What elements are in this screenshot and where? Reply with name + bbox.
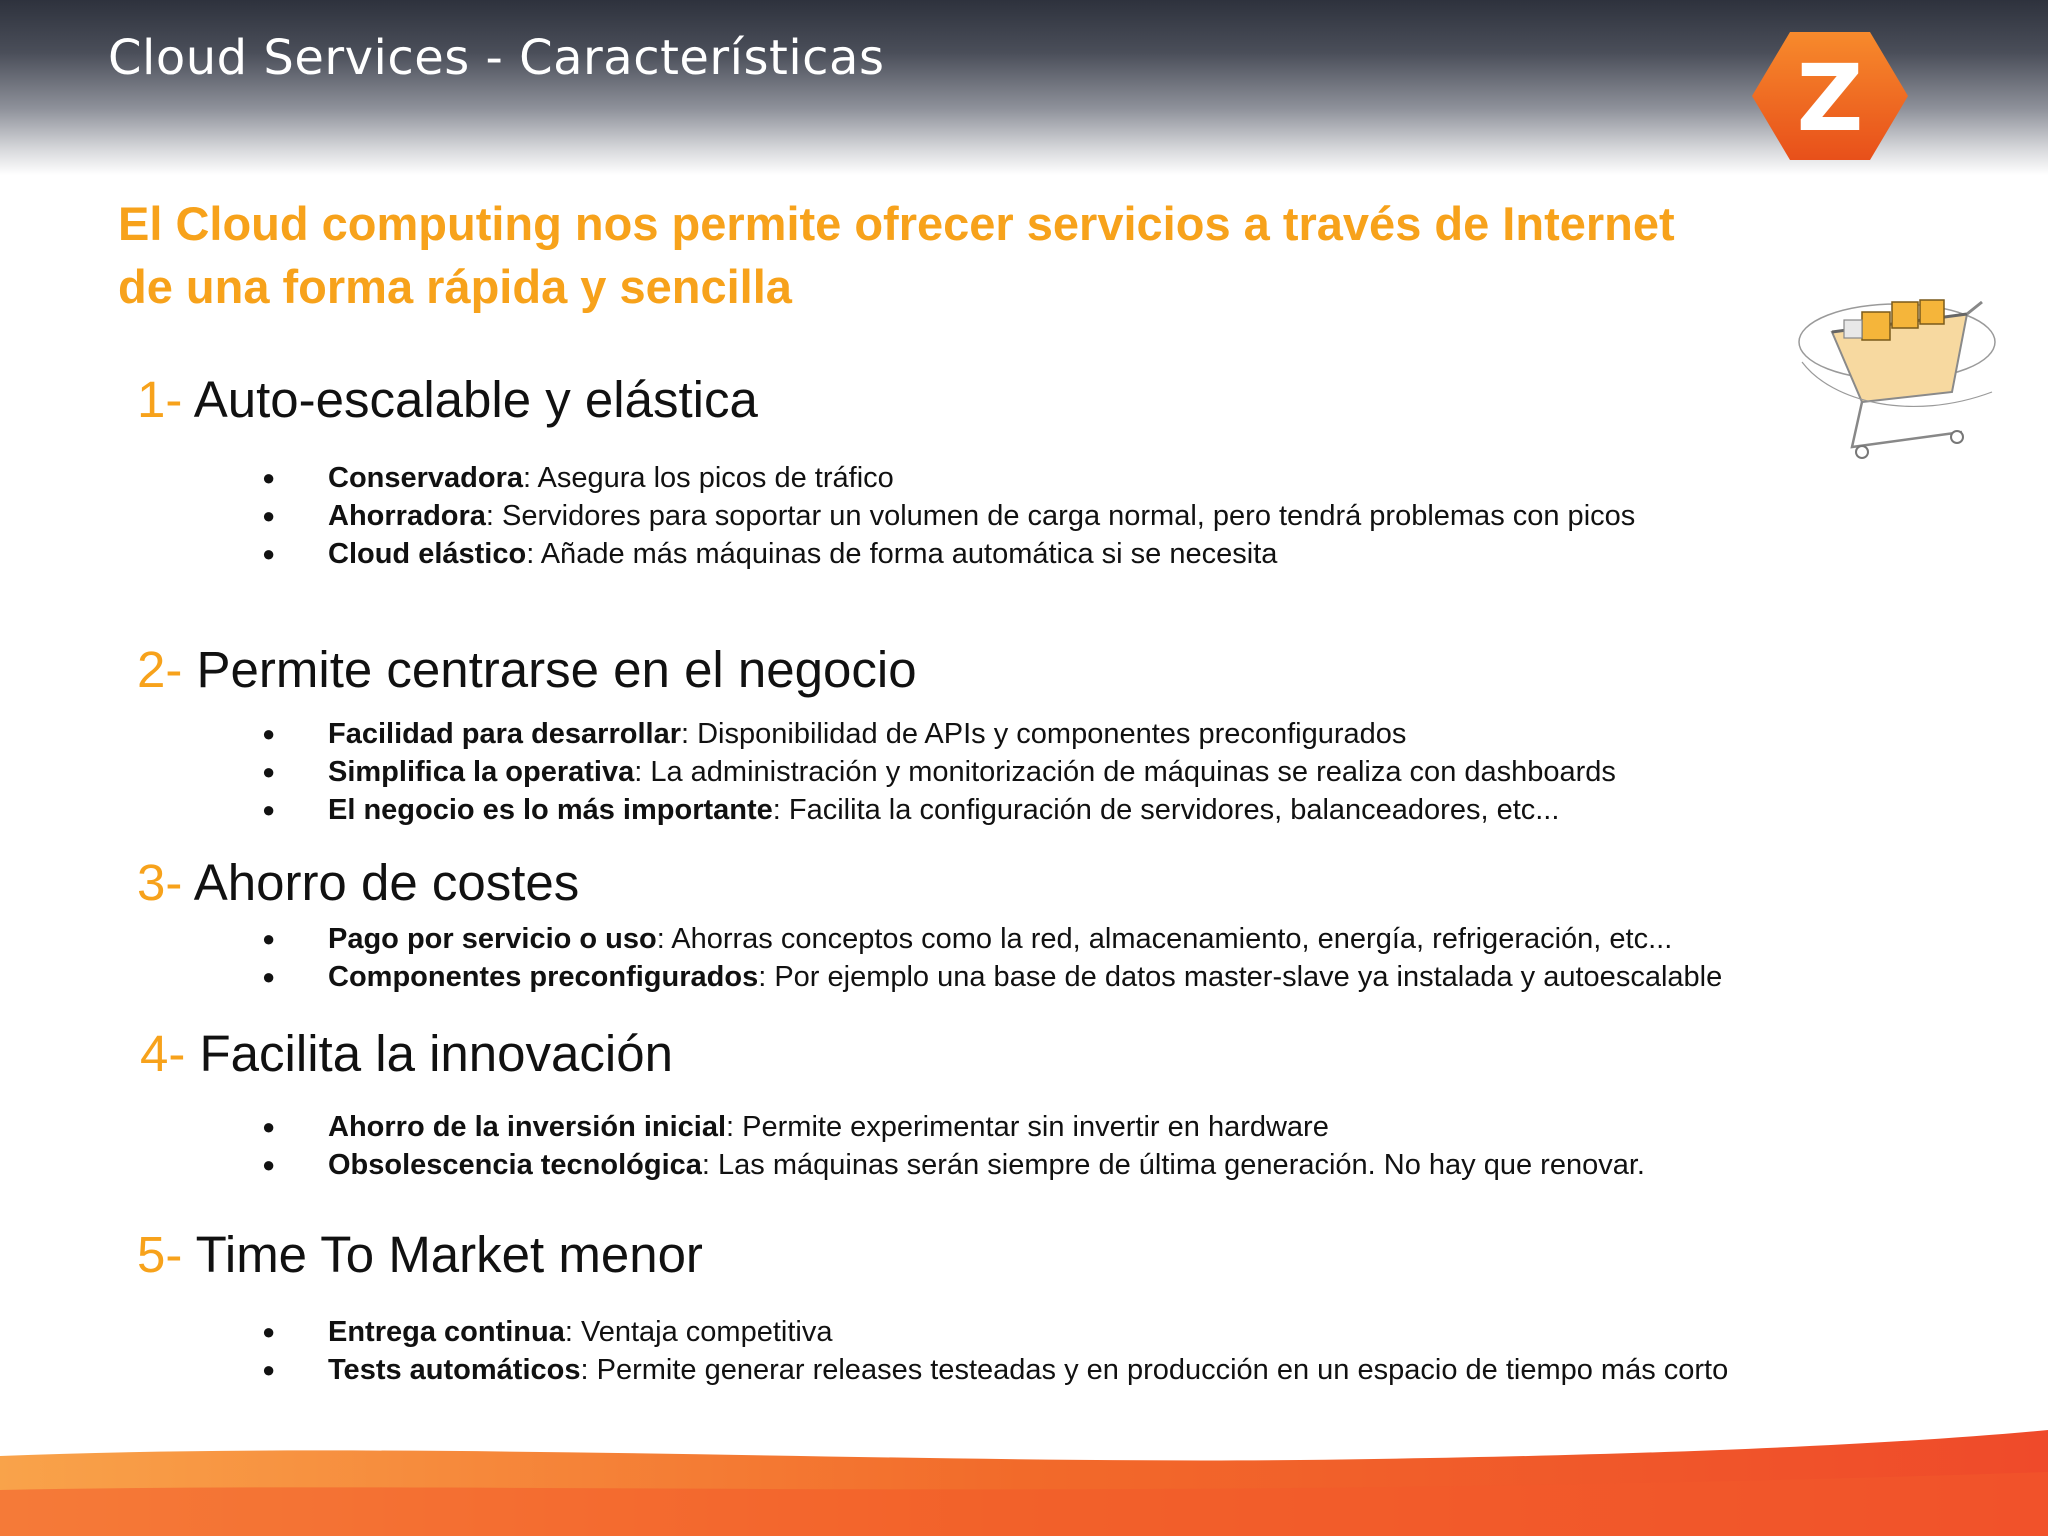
slide-header [0, 0, 2048, 175]
section-heading: Time To Market menor [195, 1226, 703, 1283]
list-item: ● Obsolescencia tecnológica: Las máquinas serán siempre de última generación. No hay que renovar. [262, 1146, 1645, 1184]
section-heading: Auto-escalable y elástica [193, 371, 758, 428]
section-number: 2- [137, 641, 183, 698]
slide-title: Cloud Services - Características [108, 30, 885, 86]
list-item: ● Cloud elástico: Añade más máquinas de forma automática si se necesita [262, 535, 1635, 573]
section-heading: Facilita la innovación [199, 1025, 673, 1082]
list-item: ● Ahorro de la inversión inicial: Permite experimentar sin invertir en hardware [262, 1108, 1645, 1146]
bullet-list-5 [262, 1313, 1728, 1389]
list-item: ● Facilidad para desarrollar: Disponibilidad de APIs y componentes preconfigurados [262, 715, 1616, 753]
headline: El Cloud computing nos permite ofrecer servicios a través de Internet de una forma rápida y sencilla [118, 197, 1675, 313]
section-title-2 [137, 640, 917, 699]
section-heading: Ahorro de costes [193, 854, 580, 911]
bullet-list-2 [262, 715, 1616, 829]
bullet-list-1 [262, 459, 1635, 573]
section-number: 1- [137, 371, 183, 428]
company-logo-icon [1750, 28, 1910, 164]
section-title-5 [137, 1225, 703, 1284]
footer-wave [0, 1420, 2048, 1536]
list-item: ● Tests automáticos: Permite generar releases testeadas y en producción en un espacio de tiempo más corto [262, 1351, 1728, 1389]
section-heading: Permite centrarse en el negocio [196, 641, 917, 698]
list-item: ● Conservadora: Asegura los picos de tráfico [262, 459, 1635, 497]
list-item: ● Ahorradora: Servidores para soportar un volumen de carga normal, pero tendrá problemas con picos [262, 497, 1635, 535]
list-item: ● El negocio es lo más importante: Facilita la configuración de servidores, balanceadores, etc... [262, 791, 1616, 829]
section-title-1 [137, 370, 758, 429]
logo-letter: Z [1796, 45, 1864, 152]
list-item: ● Entrega continua: Ventaja competitiva [262, 1313, 1728, 1351]
bullet-list-3 [262, 920, 1722, 996]
section-title-3 [137, 853, 579, 912]
shopping-cart-with-boxes-icon [1792, 272, 2002, 472]
list-item: ● Componentes preconfigurados: Por ejemplo una base de datos master-slave ya instalada y autoescalable [262, 958, 1722, 996]
list-item: ● Simplifica la operativa: La administración y monitorización de máquinas se realiza con dashboards [262, 753, 1616, 791]
list-item: ● Pago por servicio o uso: Ahorras conceptos como la red, almacenamiento, energía, refrigeración, etc... [262, 920, 1722, 958]
section-number: 4- [140, 1025, 186, 1082]
bullet-list-4 [262, 1108, 1645, 1184]
section-number: 3- [137, 854, 183, 911]
section-number: 5- [137, 1226, 183, 1283]
section-title-4 [140, 1024, 673, 1083]
